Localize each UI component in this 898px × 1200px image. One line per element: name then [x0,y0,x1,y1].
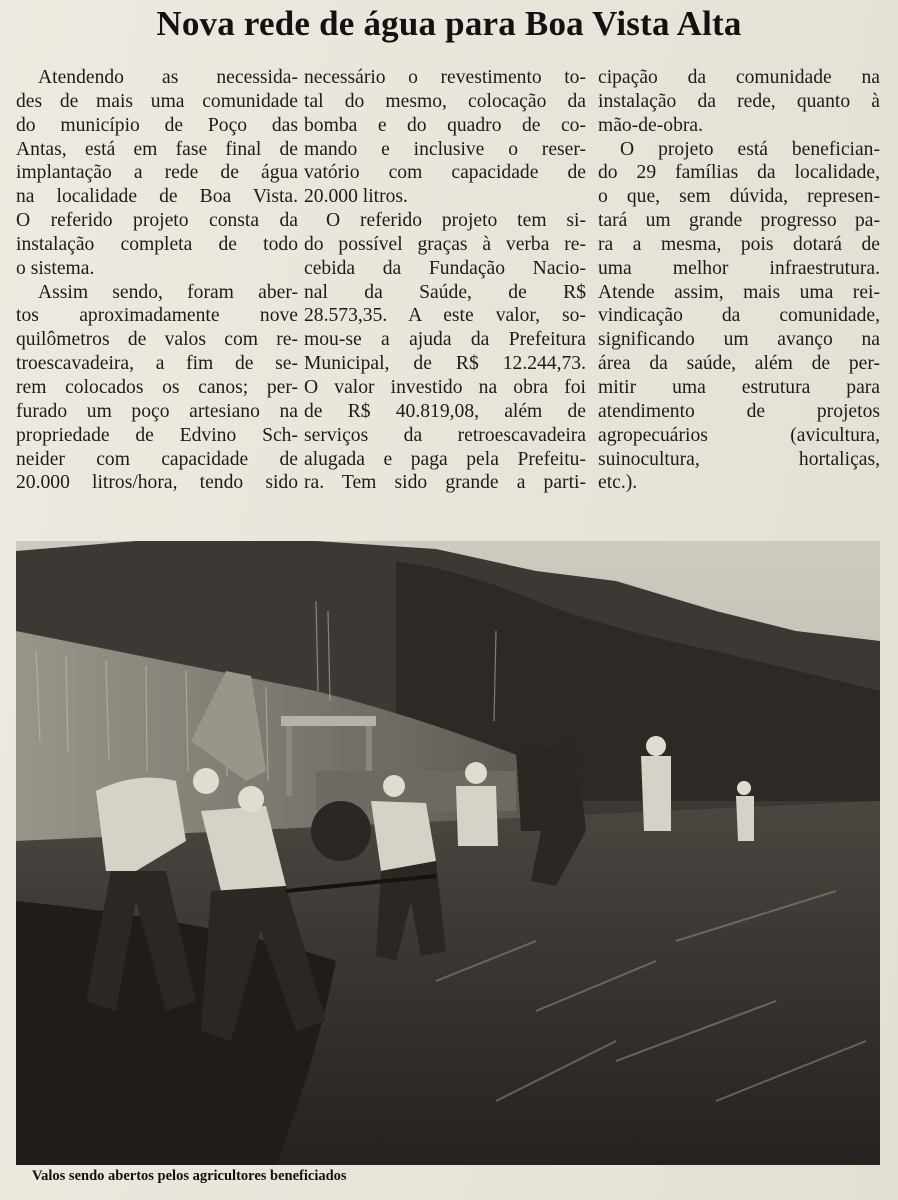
article-line: vindicação da comunidade, [598,305,880,327]
article-line: do município de Poço das [16,114,298,136]
article-line: tos aproximadamente nove [16,305,298,327]
article-photo [16,541,880,1165]
article-line: Atendendo as necessida- [38,67,298,88]
article-line: implantação a rede de água [16,162,298,184]
article-line: de R$ 40.819,08, além de [304,400,586,422]
article-line: troescavadeira, a fim de se- [16,353,298,375]
article-line: mão-de-obra. [598,114,703,136]
article-line: furado um poço artesiano na [16,400,298,422]
article-line: ra. Tem sido grande a parti- [304,472,586,494]
article-line: Municipal, de R$ 12.244,73. [304,353,586,375]
article-line: ra a mesma, pois dotará de [598,233,880,255]
article-line: do 29 famílias da localidade, [598,162,880,184]
article-paragraph [598,66,880,138]
article-line: rem colocados os canos; per- [16,376,298,398]
article-line: tal do mesmo, colocação da [304,90,586,112]
article-column-2 [304,66,586,495]
article-headline: Nova rede de água para Boa Vista Alta [156,4,742,43]
article-line: etc.). [598,472,638,494]
article-line: 20.000 litros/hora, tendo sido [16,472,298,494]
article-line: bomba e do quadro de co- [304,114,586,136]
article-line: neider com capacidade de [16,448,298,470]
article-line: suinocultura, hortaliças, [598,448,880,470]
photo-caption: Valos sendo abertos pelos agricultores beneficiados [32,1168,347,1184]
article-paragraph [16,66,298,281]
article-line: O projeto está benefician- [620,138,880,160]
article-line: vatório com capacidade de [304,162,586,184]
article-line: O referido projeto tem si- [326,210,586,232]
article-column-1 [16,66,298,495]
article-paragraph [598,138,880,496]
article-line: Atende assim, mais uma rei- [598,281,880,303]
article-line: Assim sendo, foram aber- [38,281,298,303]
article-line: nal da Saúde, de R$ [304,281,586,303]
article-paragraph [16,281,298,496]
article-line: instalação da rede, quanto à [598,90,880,112]
article-line: área da saúde, além de per- [598,353,880,375]
article-line: alugada e paga pela Prefeitu- [304,448,586,470]
article-line: na localidade de Boa Vista. [16,186,298,208]
article-line: uma melhor infraestrutura. [598,257,880,279]
article-line: mando e inclusive o reser- [304,138,586,160]
article-line: mou-se a ajuda da Prefeitura [304,329,586,351]
article-line: cebida da Fundação Nacio- [304,257,586,279]
article-line: O referido projeto consta da [16,210,298,232]
article-paragraph [304,209,586,495]
article-line: 20.000 litros. [304,186,408,208]
article-line: propriedade de Edvino Sch- [16,424,298,446]
article-line: des de mais uma comunidade [16,90,298,112]
article-line: agropecuários (avicultura, [598,424,880,446]
article-line: serviços da retroescavadeira [304,424,586,446]
article-line: do possível graças à verba re- [304,233,586,255]
article-line: mitir uma estrutura para [598,376,880,398]
article-line: necessário o revestimento to- [304,67,586,88]
article-line: quilômetros de valos com re- [16,329,298,351]
article-line: cipação da comunidade na [598,67,880,88]
article-column-3 [598,66,880,495]
article-line: atendimento de projetos [598,400,880,422]
article-paragraph [304,66,586,209]
article-line: o sistema. [16,257,95,279]
article-line: O valor investido na obra foi [304,376,586,398]
article-line: instalação completa de todo [16,233,298,255]
article-line: tará um grande progresso pa- [598,210,880,232]
article-line: Antas, está em fase final de [16,138,298,160]
article-line: significando um avanço na [598,329,880,351]
article-line: o que, sem dúvida, represen- [598,186,880,208]
article-line: 28.573,35. A este valor, so- [304,305,586,327]
